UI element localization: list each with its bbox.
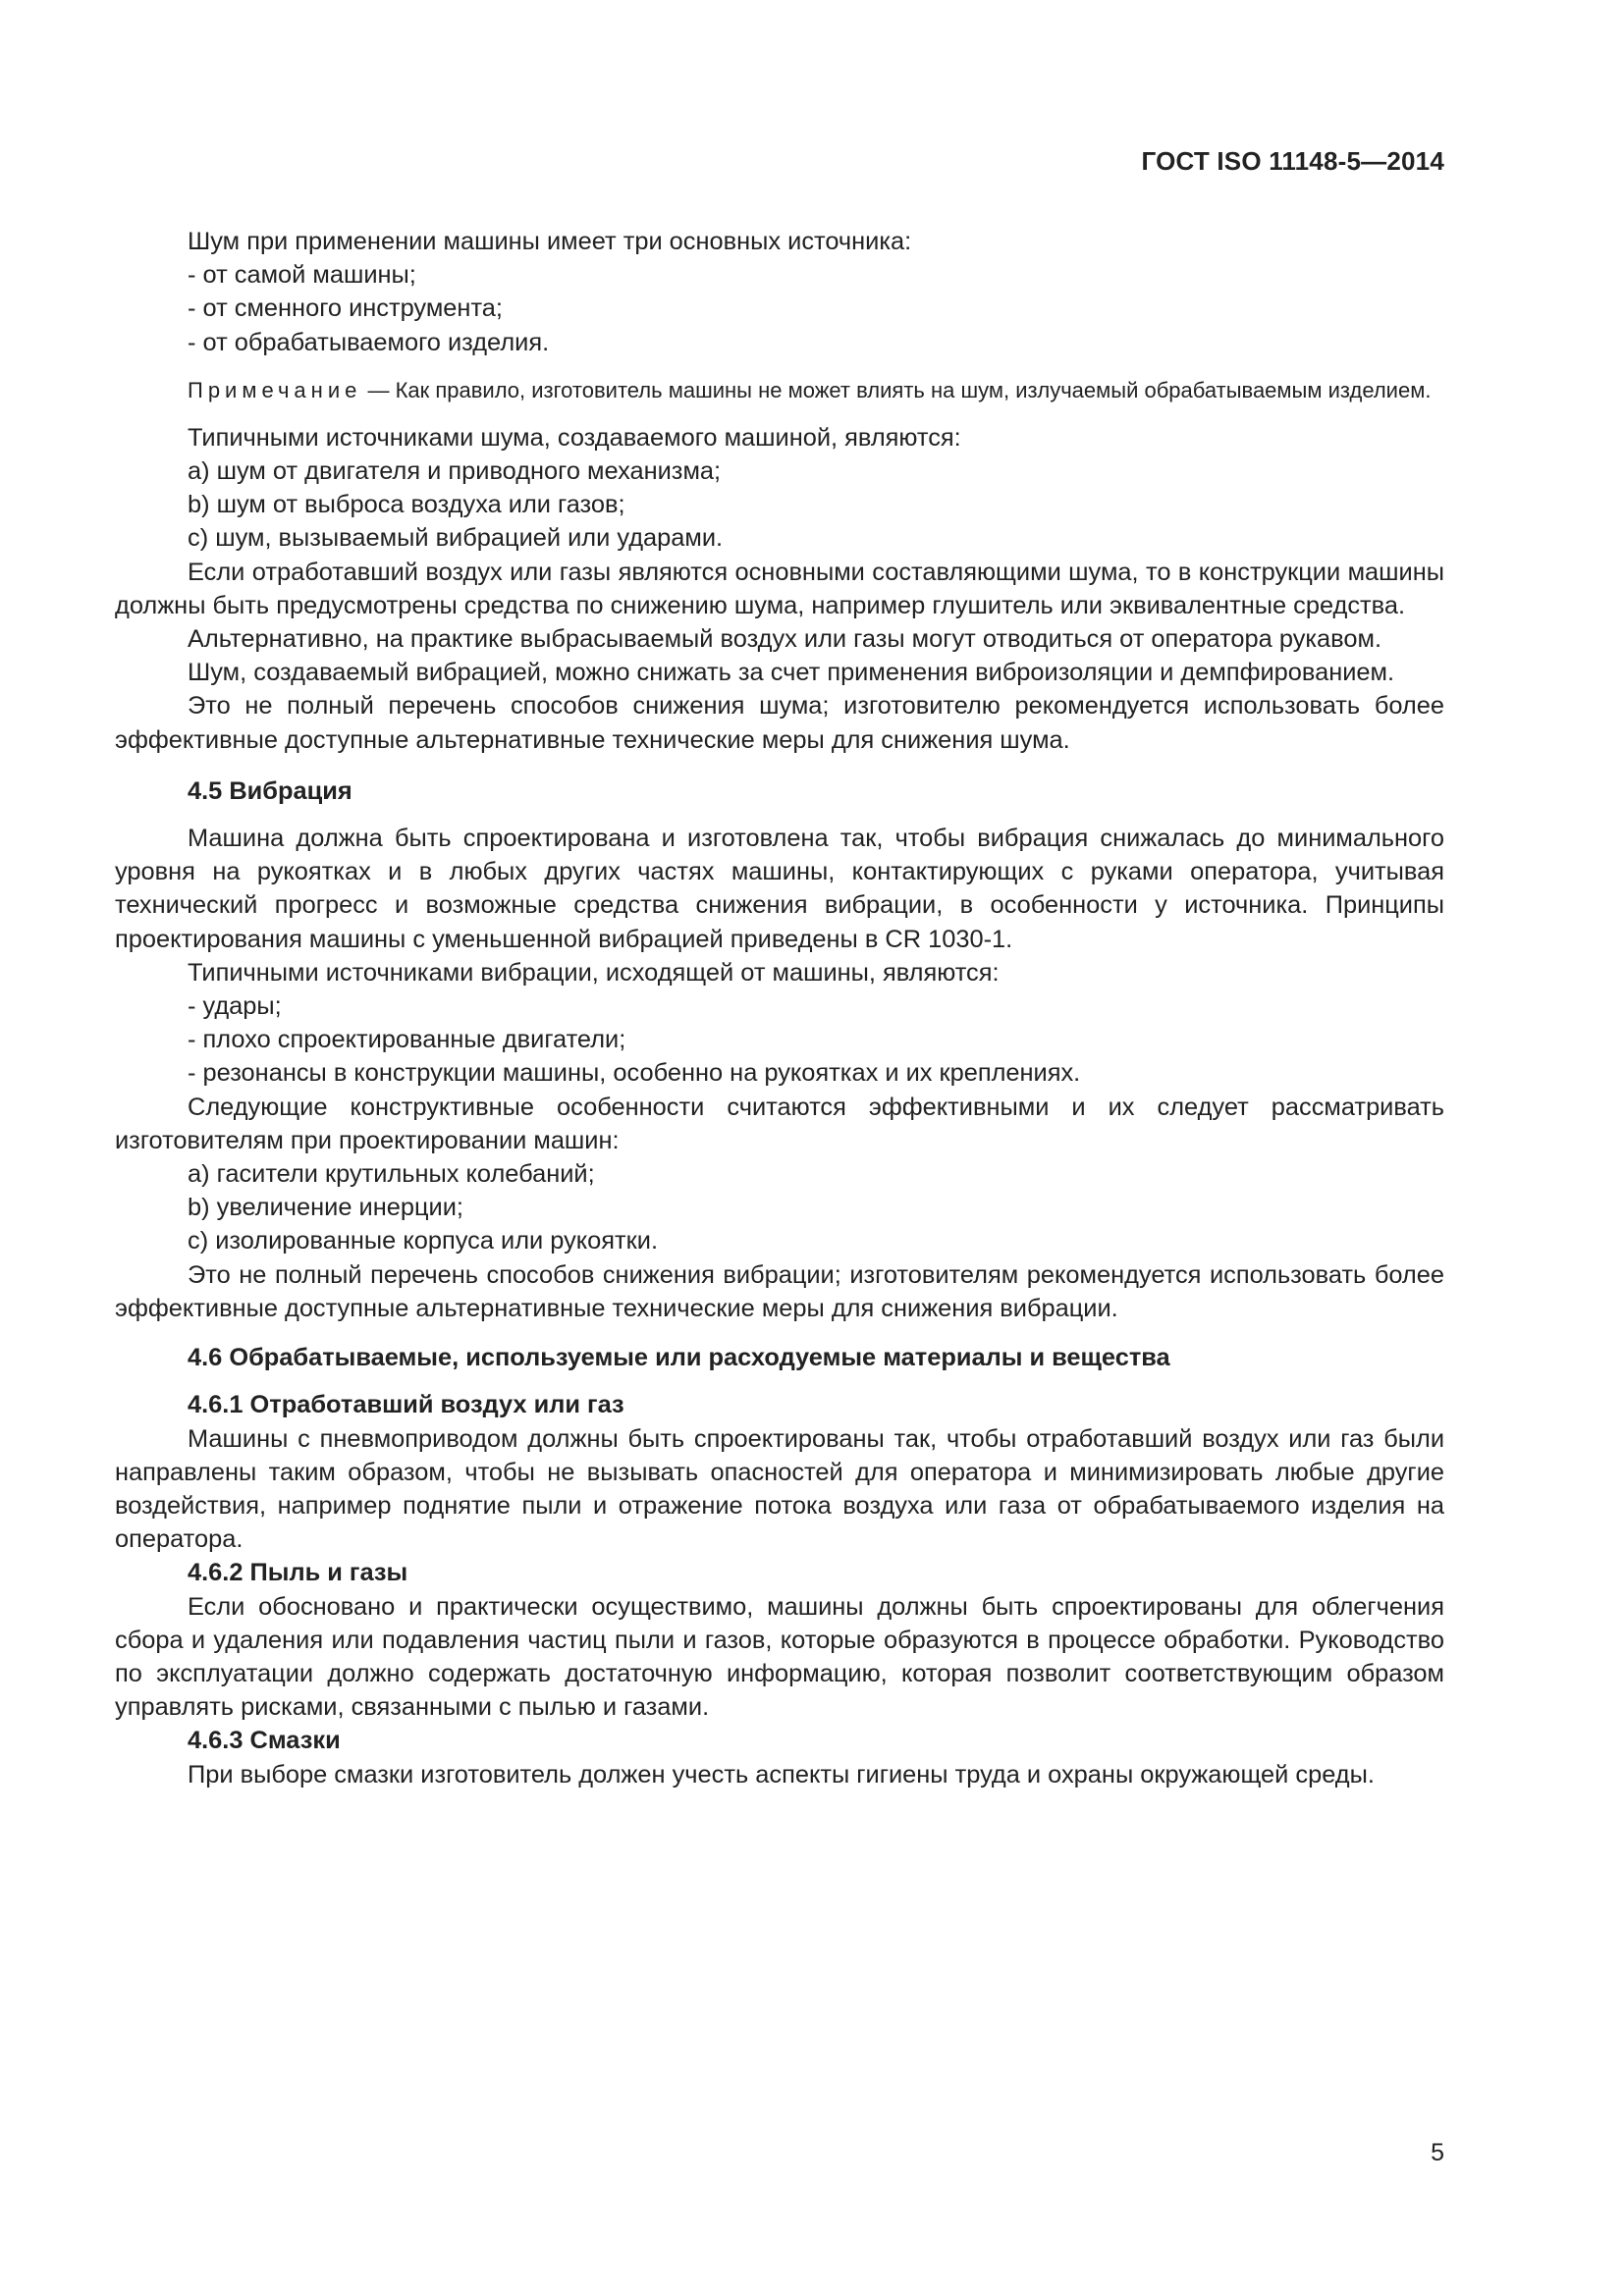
vibration-feature-item: а) гасители крутильных колебаний; — [188, 1160, 595, 1189]
subsection-heading-exhaust: 4.6.1 Отработавший воздух или газ — [188, 1391, 624, 1419]
page-number: 5 — [1431, 2139, 1444, 2166]
section-heading-materials: 4.6 Обрабатываемые, используемые или расходуемые материалы и вещества — [188, 1344, 1170, 1372]
noise-paragraph: Это не полный перечень способов снижения шума; изготовителю рекомендуется использовать более эффективные доступные альтернативные технические меры для снижения шума. — [115, 692, 1444, 754]
noise-paragraph: Шум, создаваемый вибрацией, можно снижать за счет применения виброизоляции и демпфированием. — [188, 659, 1395, 687]
vibration-source-item: - плохо спроектированные двигатели; — [188, 1026, 626, 1054]
subsection-heading-lubricants: 4.6.3 Смазки — [188, 1727, 341, 1755]
lubricants-paragraph: При выборе смазки изготовитель должен учесть аспекты гигиены труда и охраны окружающей среды. — [188, 1760, 1375, 1789]
noise-paragraph: Если отработавший воздух или газы являются основными составляющими шума, то в конструкции машины должны быть предусмотрены средства по снижению шума, например глушитель или эквивалентные средства. — [115, 558, 1444, 619]
noise-source-item: - от самой машины; — [188, 261, 416, 290]
vibration-source-item: - резонансы в конструкции машины, особенно на рукоятках и их креплениях. — [188, 1059, 1081, 1088]
note-text: — Как правило, изготовитель машины не может влиять на шум, излучаемый обрабатываемым изделием. — [361, 377, 1432, 402]
noise-typical-intro: Типичными источниками шума, создаваемого машиной, являются: — [188, 423, 961, 452]
subsection-heading-dust: 4.6.2 Пыль и газы — [188, 1559, 408, 1587]
vibration-paragraph: Следующие конструктивные особенности считаются эффективными и их следует рассматривать изготовителям при проектировании машин: — [115, 1093, 1444, 1154]
vibration-feature-item: с) изолированные корпуса или рукоятки. — [188, 1227, 659, 1255]
vibration-feature-item: b) увеличение инерции; — [188, 1194, 463, 1222]
noise-intro: Шум при применении машины имеет три основных источника: — [188, 228, 912, 255]
noise-typical-item: а) шум от двигателя и приводного механизма; — [188, 457, 722, 486]
noise-typical-item: b) шум от выброса воздуха или газов; — [188, 491, 625, 519]
dust-paragraph: Если обосновано и практически осуществимо, машины должны быть спроектированы для облегчения сбора и удаления или подавления частиц пыли и газов, которые образуются в процессе обработки. Руководство по эксплуатации должно содержать достаточную информацию, которая позволит соответствующим образом управлять рисками, связанными с пылью и газами. — [115, 1592, 1444, 1722]
vibration-typical-intro: Типичными источниками вибрации, исходящей от машины, являются: — [188, 958, 1000, 987]
exhaust-paragraph: Машины с пневмоприводом должны быть спроектированы так, чтобы отработавший воздух или газ были направлены таким образом, чтобы не вызывать опасностей для оператора и минимизировать любые другие воздействия, например поднятие пыли и отражение потока воздуха или газа от обрабатываемого изделия на оператора. — [115, 1424, 1444, 1554]
vibration-source-item: - удары; — [188, 992, 282, 1021]
noise-source-item: - от сменного инструмента; — [188, 294, 503, 323]
vibration-paragraph: Машина должна быть спроектирована и изготовлена так, чтобы вибрация снижалась до минимального уровня на рукоятках и в любых других частях машины, контактирующих с руками оператора, учитывая технический прогресс и возможные средства снижения вибрации, в особенности у источника. Принципы проектирования машины с уменьшенной вибрацией приведены в CR 1030-1. — [115, 825, 1444, 953]
section-heading-vibration: 4.5 Вибрация — [188, 776, 352, 805]
noise-source-item: - от обрабатываемого изделия. — [188, 328, 550, 356]
vibration-paragraph: Это не полный перечень способов снижения вибрации; изготовителям рекомендуется использовать более эффективные доступные альтернативные технические меры для снижения вибрации. — [115, 1260, 1444, 1322]
note-label: Примечание — [188, 377, 362, 402]
noise-paragraph: Альтернативно, на практике выбрасываемый воздух или газы могут отводиться от оператора рукавом. — [188, 625, 1382, 654]
document-header: ГОСТ ISO 11148-5—2014 — [1141, 146, 1444, 176]
noise-typical-item: с) шум, вызываемый вибрацией или ударами. — [188, 524, 724, 553]
note — [115, 375, 1444, 405]
page-content — [115, 225, 1444, 1791]
